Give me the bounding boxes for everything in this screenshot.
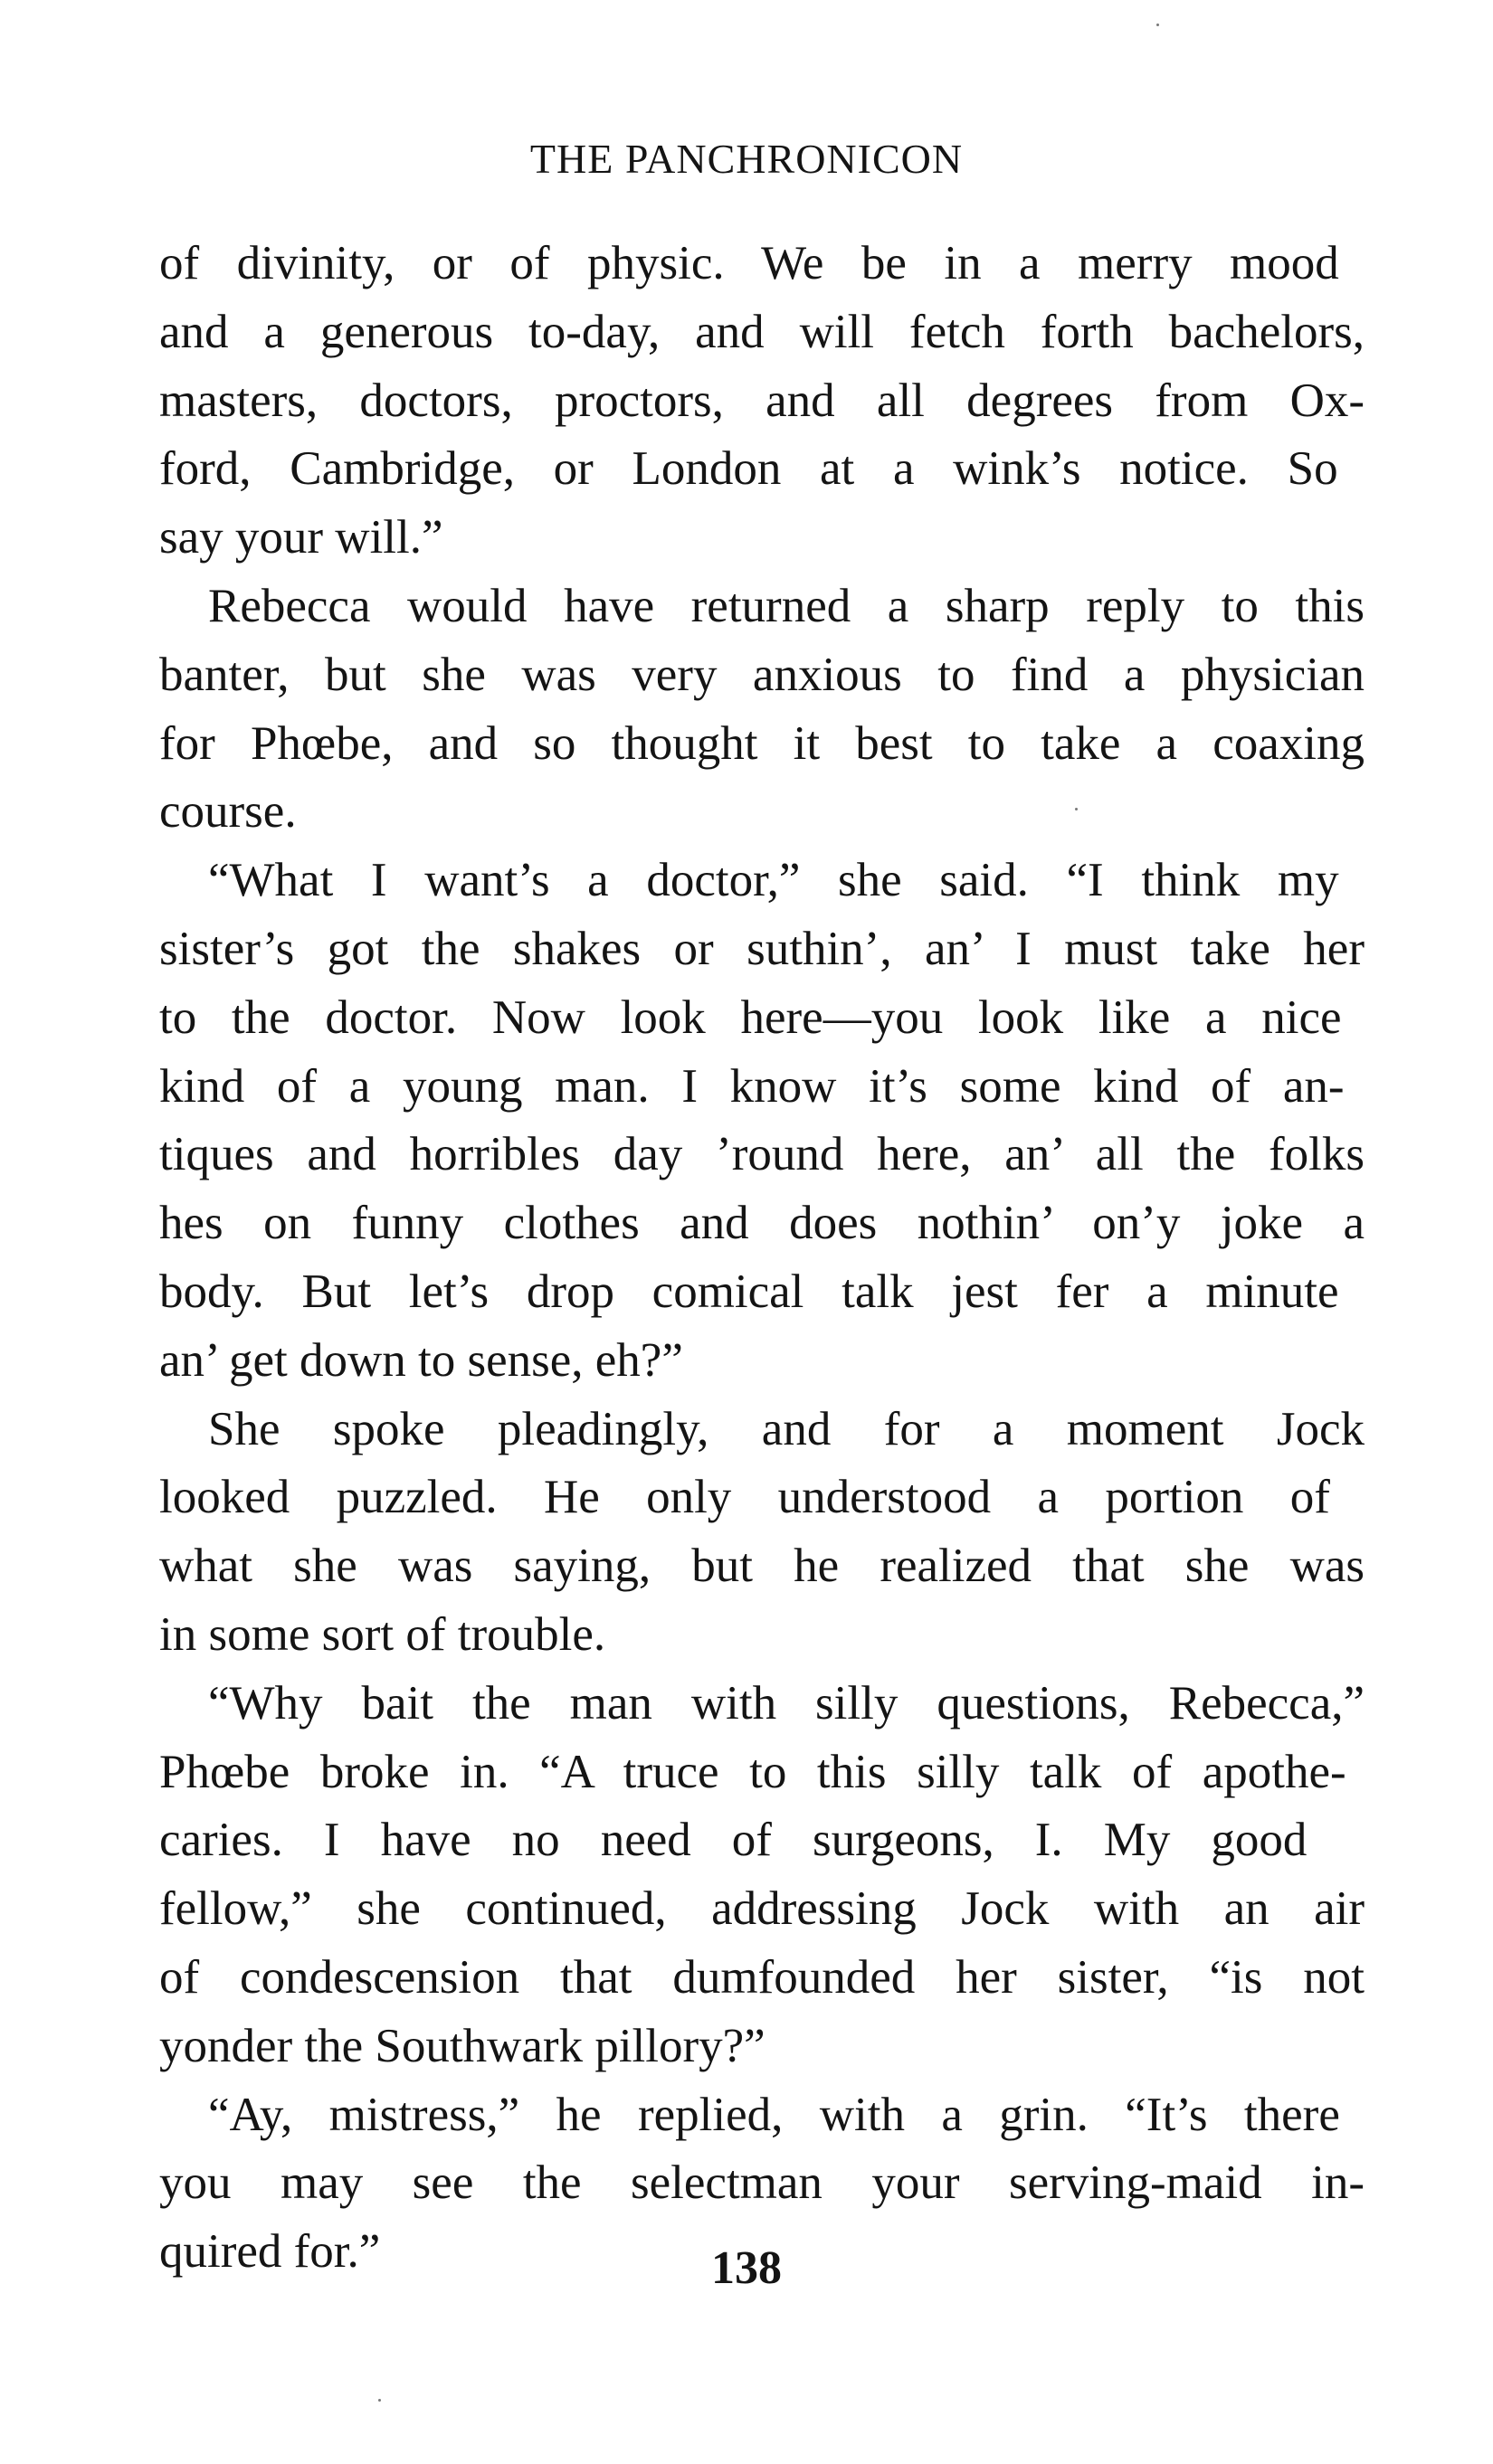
paper-speck [378,2399,381,2402]
running-head: THE PANCHRONICON [529,136,964,182]
text-line: of condescension that dumfounded her sister, “is not [159,1950,1365,2004]
text-line: what she was saying, but he realized that she was [159,1540,1365,1593]
text-line: Phœbe broke in. “A truce to this silly talk of apothe- [159,1745,1346,1798]
page-number: 138 [711,2242,782,2294]
text-line: yonder the Southwark pillory?” [159,2019,766,2072]
text-line: “Ay, mistress,” he replied, with a grin. “It’s there [208,2088,1340,2141]
paragraph [159,1670,1365,2081]
text-line: you may see the selectman your serving-maid in- [159,2156,1365,2210]
text-line: an’ get down to sense, eh?” [159,1333,683,1387]
text-line: and a generous to-day, and will fetch forth bachelors, [159,305,1365,358]
text-line: Rebecca would have returned a sharp reply to this [208,579,1365,632]
paper-speck [1075,808,1078,810]
text-line: masters, doctors, proctors, and all degrees from Ox- [159,374,1365,427]
text-line: banter, but she was very anxious to find a physician [159,648,1365,701]
body-text [159,230,1365,2287]
text-line: “What I want’s a doctor,” she said. “I think my [208,854,1339,907]
text-line: body. But let’s drop comical talk jest fer a minute [159,1265,1339,1318]
text-line: in some sort of trouble. [159,1607,606,1661]
text-line: say your will.” [159,511,443,564]
text-line: She spoke pleadingly, and for a moment Jock [208,1402,1365,1455]
text-line: of divinity, or of physic. We be in a merry mood [159,237,1339,289]
text-line: caries. I have no need of surgeons, I. My good [159,1814,1308,1867]
text-line: looked puzzled. He only understood a portion of [159,1471,1330,1524]
paper-speck [1156,24,1159,26]
text-line: course. [159,785,297,839]
text-line: fellow,” she continued, addressing Jock with an air [159,1882,1365,1936]
text-line: quired for.” [159,2225,381,2279]
text-line: tiques and horribles day ’round here, an’ all the folks [159,1128,1365,1181]
text-line: kind of a young man. I know it’s some kind of an- [159,1059,1345,1113]
text-line: to the doctor. Now look here—you look like a nice [159,990,1342,1044]
text-line: hes on funny clothes and does nothin’ on’y joke a [159,1197,1365,1250]
paragraph [159,230,1365,573]
text-line: sister’s got the shakes or suthin’, an’ I must take her [159,922,1365,975]
paragraph [159,1396,1365,1670]
paragraph [159,847,1365,1395]
text-line: “Why bait the man with silly questions, Rebecca,” [208,1676,1365,1730]
text-line: for Phœbe, and so thought it best to take a coaxing [159,716,1365,770]
paragraph [159,573,1365,847]
text-line: ford, Cambridge, or London at a wink’s notice. So [159,442,1338,496]
